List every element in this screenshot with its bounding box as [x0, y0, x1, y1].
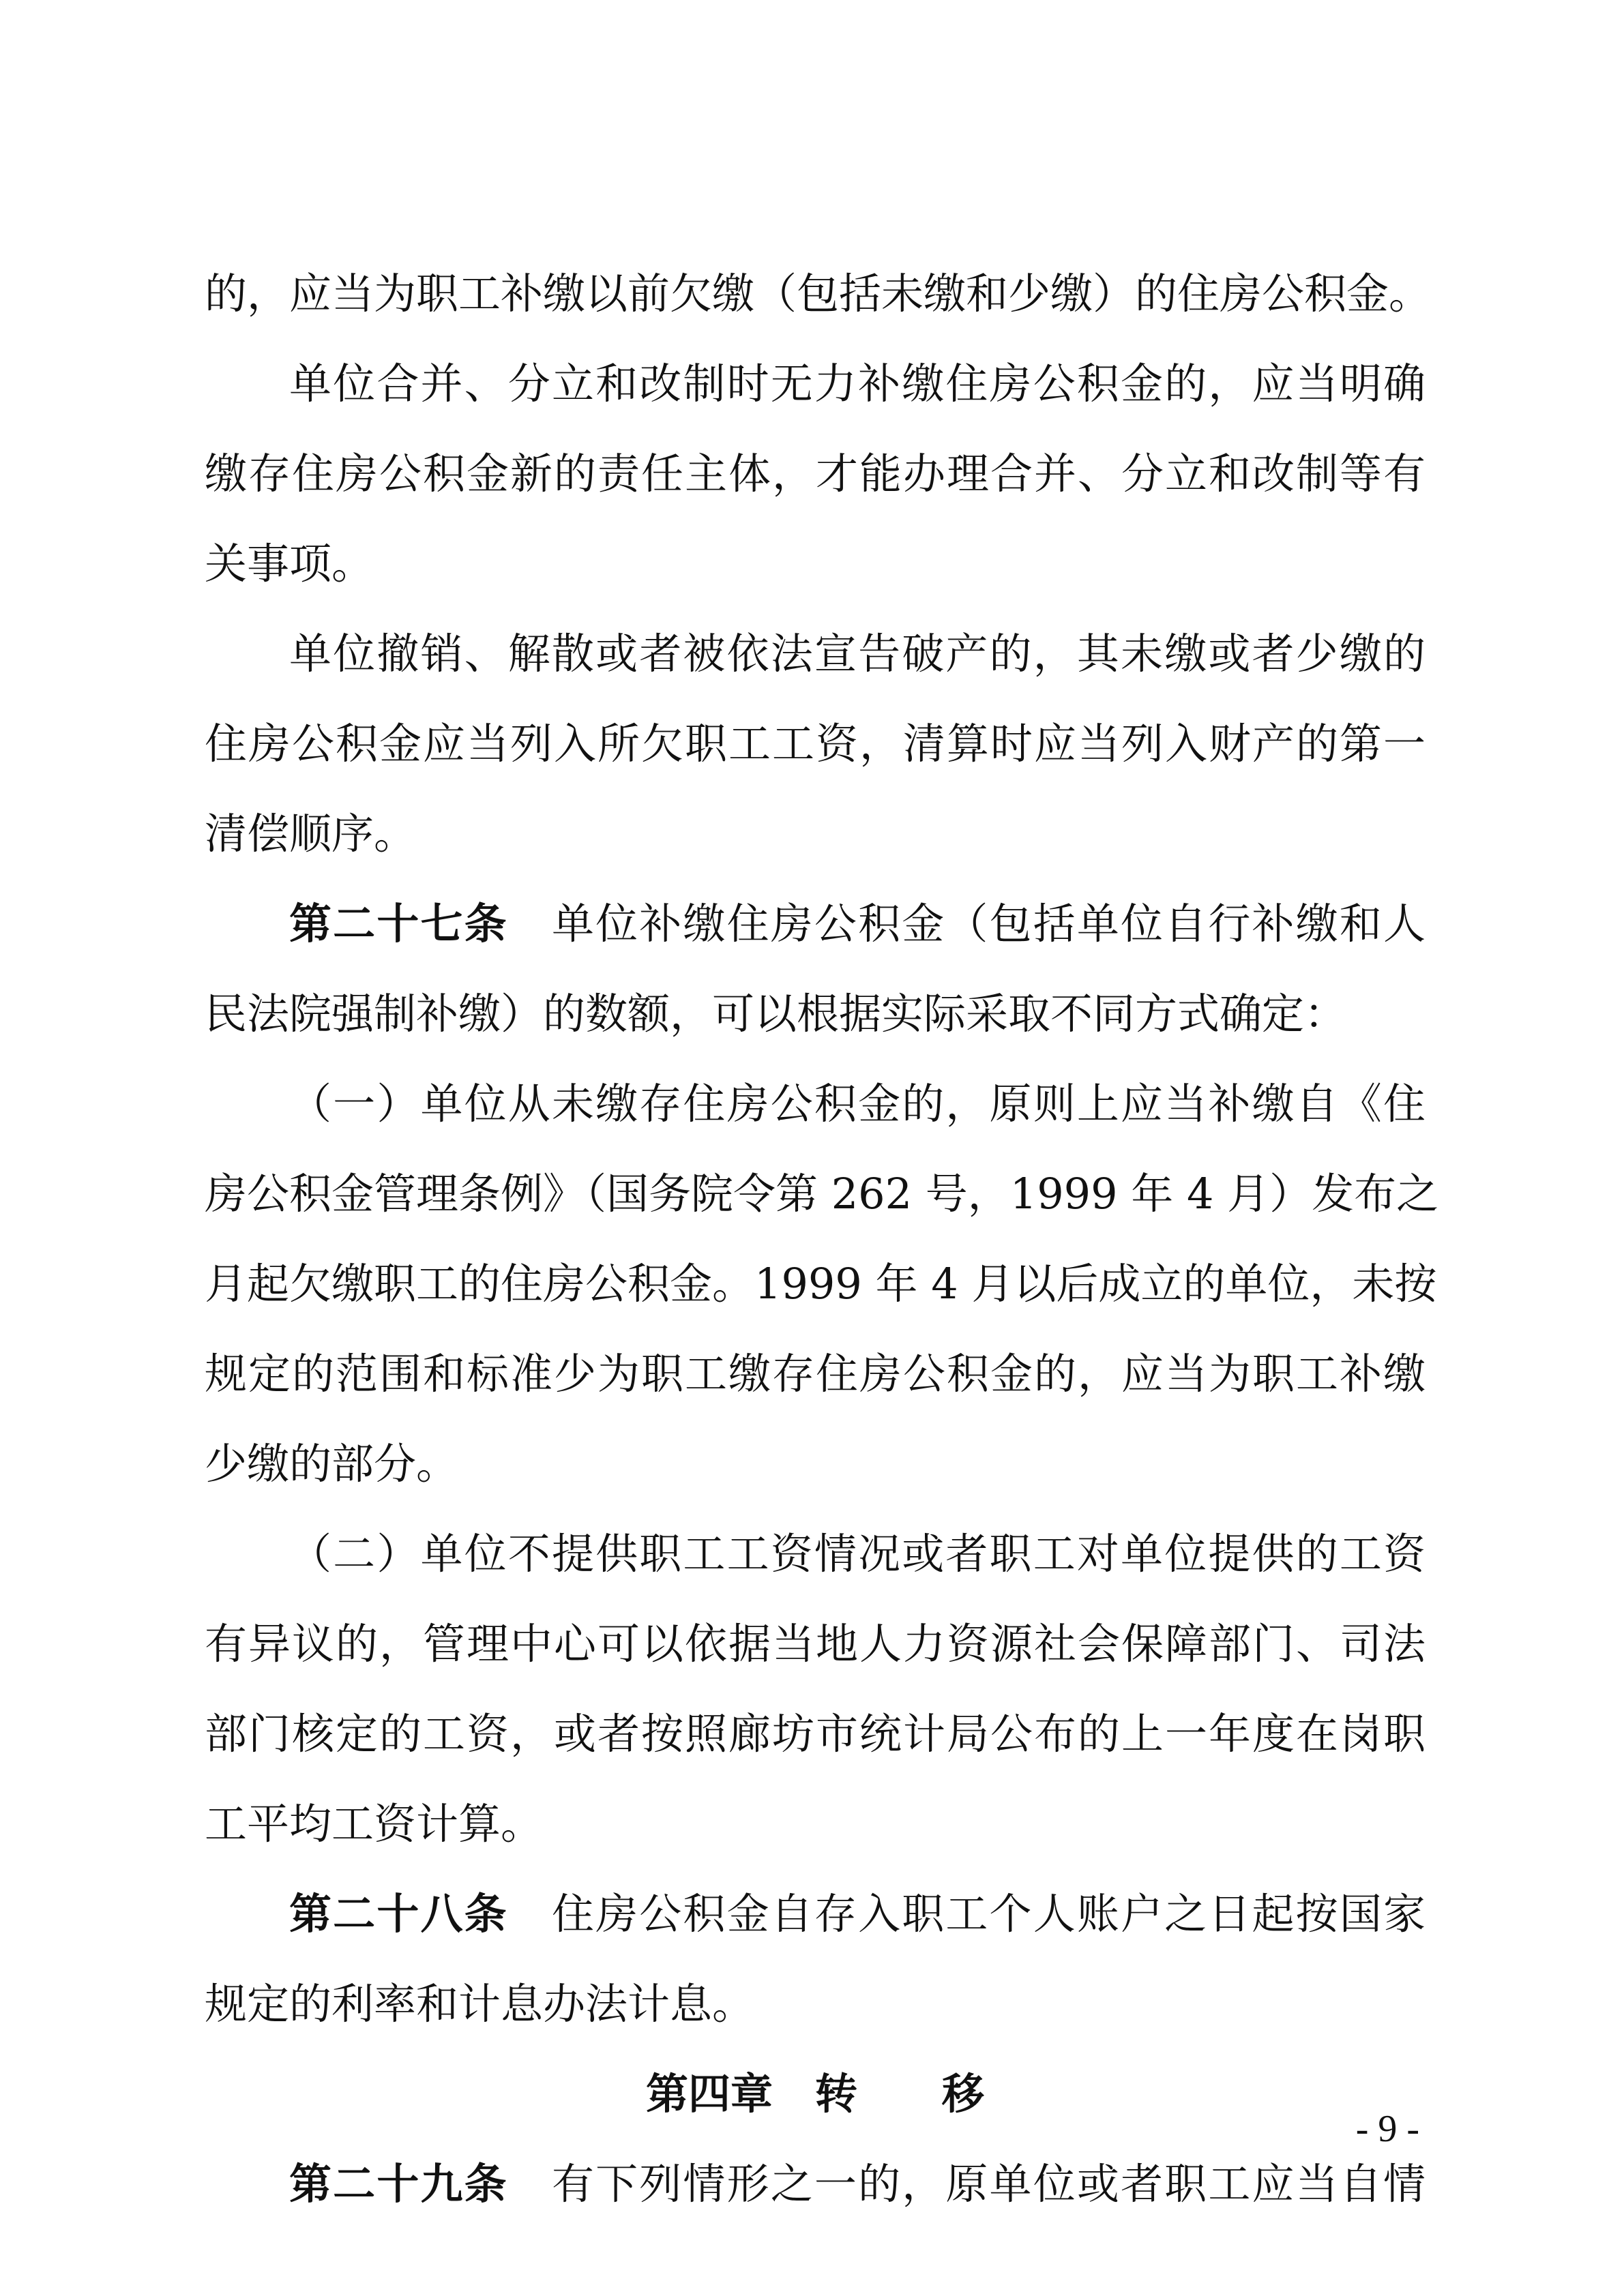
paragraph-line: （一）单位从未缴存住房公积金的，原则上应当补缴自《住: [289, 1079, 1426, 1129]
article-28-line: [205, 1869, 1426, 1959]
article-28-text: 住房公积金自存入职工个人账户之日起按国家: [550, 1889, 1426, 1939]
article-28-heading: 第二十八条: [289, 1889, 508, 1939]
paragraph-line: 单位撤销、解散或者被依法宣告破产的，其未缴或者少缴的: [289, 629, 1426, 679]
article-29-text: 有下列情形之一的，原单位或者职工应当自情: [550, 2159, 1426, 2209]
paragraph-line: 单位合并、分立和改制时无力补缴住房公积金的，应当明确: [289, 359, 1426, 408]
paragraph-line: 规定的利率和计息办法计息。: [205, 1979, 755, 2029]
paragraph-line: 关事项。: [205, 539, 374, 588]
paragraph-line: 少缴的部分。: [205, 1439, 459, 1489]
page-body: [205, 249, 1439, 2229]
article-27-line: [205, 879, 1426, 969]
paragraph-line: 房公积金管理条例》（国务院令第 262 号，1999 年 4 月）发布之: [205, 1169, 1439, 1219]
paragraph-line: 规定的范围和标准少为职工缴存住房公积金的，应当为职工补缴: [205, 1349, 1426, 1399]
paragraph-line: （二）单位不提供职工工资情况或者职工对单位提供的工资: [289, 1529, 1426, 1579]
paragraph-line: 缴存住房公积金新的责任主体，才能办理合并、分立和改制等有: [205, 449, 1426, 498]
paragraph-line: 工平均工资计算。: [205, 1799, 544, 1849]
paragraph-line: 民法院强制补缴）的数额，可以根据实际采取不同方式确定：: [205, 989, 1347, 1039]
article-29-heading: 第二十九条: [289, 2159, 508, 2209]
article-27-heading: 第二十七条: [289, 899, 508, 949]
paragraph-line: 清偿顺序。: [205, 809, 417, 859]
paragraph-line: 有异议的，管理中心可以依据当地人力资源社会保障部门、司法: [205, 1619, 1426, 1669]
paragraph-line: 住房公积金应当列入所欠职工工资，清算时应当列入财产的第一: [205, 719, 1426, 769]
page-number: - 9 -: [1355, 2108, 1419, 2150]
paragraph-line: 的，应当为职工补缴以前欠缴（包括未缴和少缴）的住房公积金。: [205, 269, 1432, 318]
article-29-line: [205, 2139, 1426, 2229]
chapter-title: 第四章 转 移: [645, 2069, 984, 2119]
paragraph-line: 部门核定的工资，或者按照廊坊市统计局公布的上一年度在岗职: [205, 1709, 1426, 1759]
article-27-text: 单位补缴住房公积金（包括单位自行补缴和人: [550, 899, 1426, 949]
paragraph-line: 月起欠缴职工的住房公积金。1999 年 4 月以后成立的单位，未按: [205, 1259, 1437, 1309]
